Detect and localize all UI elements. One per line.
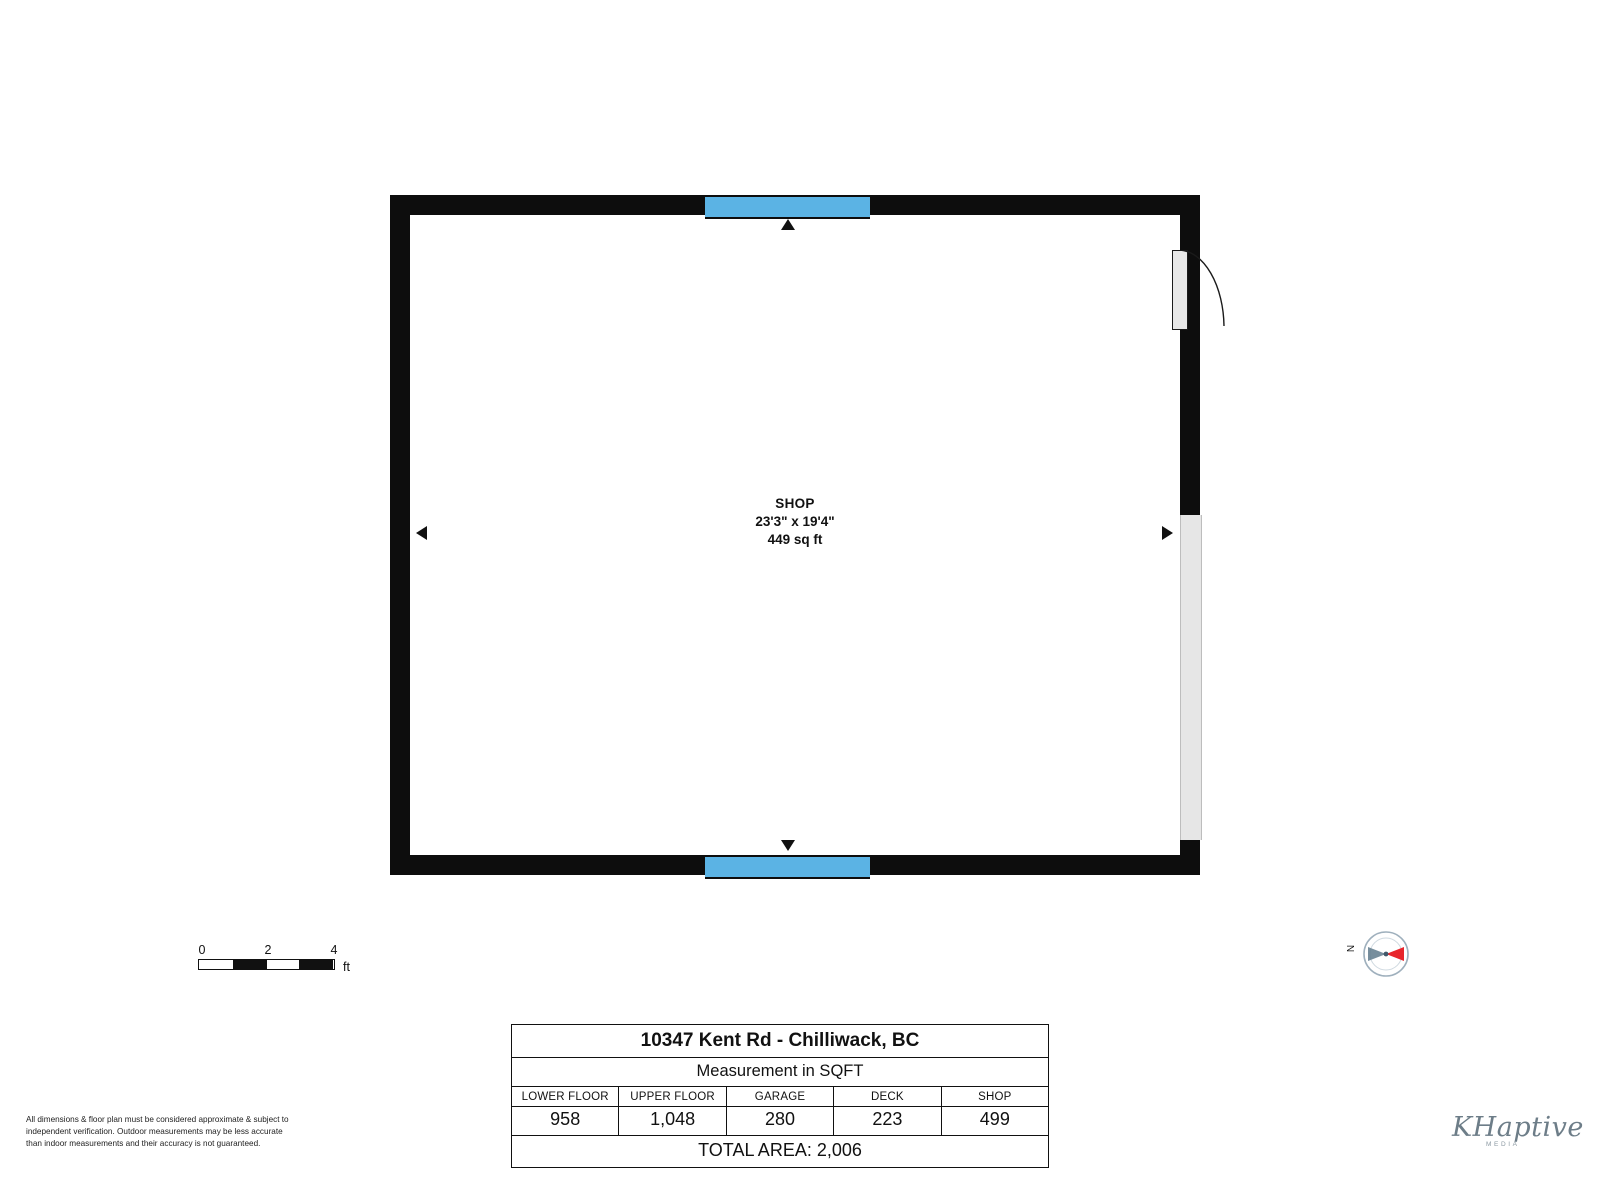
property-title: 10347 Kent Rd - Chilliwack, BC [640,1030,920,1051]
legend-value-deck: 223 [834,1107,941,1135]
legend-title-row [512,1025,1048,1058]
compass-north-label: N [1346,944,1358,953]
dimension-arrow-down [781,840,795,851]
legend-table [511,1024,1049,1168]
scale-seg-1 [233,960,267,969]
watermark-tagline: MEDIA [1486,1141,1520,1148]
scale-seg-2 [299,960,333,969]
dimension-arrow-up [781,219,795,230]
legend-value-lower-floor: 958 [512,1107,619,1135]
watermark-brand: KHaptive [1452,1112,1584,1143]
room-label [390,495,1200,548]
room-area: 449 sq ft [767,531,823,547]
compass [1348,925,1418,985]
legend-header-upper-floor: UPPER FLOOR [619,1087,726,1106]
scale-bar-ticks [198,943,338,959]
legend-value-row [512,1107,1048,1136]
floor-plan [390,195,1200,875]
compass-rose-icon [1348,925,1412,983]
legend-value-upper-floor: 1,048 [619,1107,726,1135]
scale-tick-2: 4 [330,943,338,957]
window-top [705,195,870,219]
legend-value-garage: 280 [727,1107,834,1135]
room-name: SHOP [775,496,815,511]
disclaimer-text: All dimensions & floor plan must be considered approximate & subject to independent verification. Outdoor measurements may be less accurate than indoor measurements and their accuracy is not guaranteed. [26,1115,289,1148]
door-swing-arc-icon [1180,250,1226,328]
legend-header-deck: DECK [834,1087,941,1106]
legend-total-area: TOTAL AREA: 2,006 [698,1140,862,1160]
legend-total-row [512,1136,1048,1167]
scale-tick-0: 0 [198,943,206,957]
scale-unit: ft [343,960,350,974]
sliding-door-right [1180,515,1202,840]
legend-header-garage: GARAGE [727,1087,834,1106]
scale-bar [198,943,373,974]
room-dimensions: 23'3" x 19'4" [755,513,835,529]
legend-subtitle-row [512,1058,1048,1087]
window-bottom [705,855,870,879]
measurement-units: Measurement in SQFT [696,1062,864,1080]
legend-header-row [512,1087,1048,1107]
legend-header-shop: SHOP [978,1091,1012,1103]
watermark-logo [1452,1112,1582,1164]
legend-value-shop: 499 [979,1109,1010,1129]
scale-bar-graphic [198,959,350,974]
legend-header-lower-floor: LOWER FLOOR [512,1087,619,1106]
scale-tick-1: 2 [264,943,272,957]
